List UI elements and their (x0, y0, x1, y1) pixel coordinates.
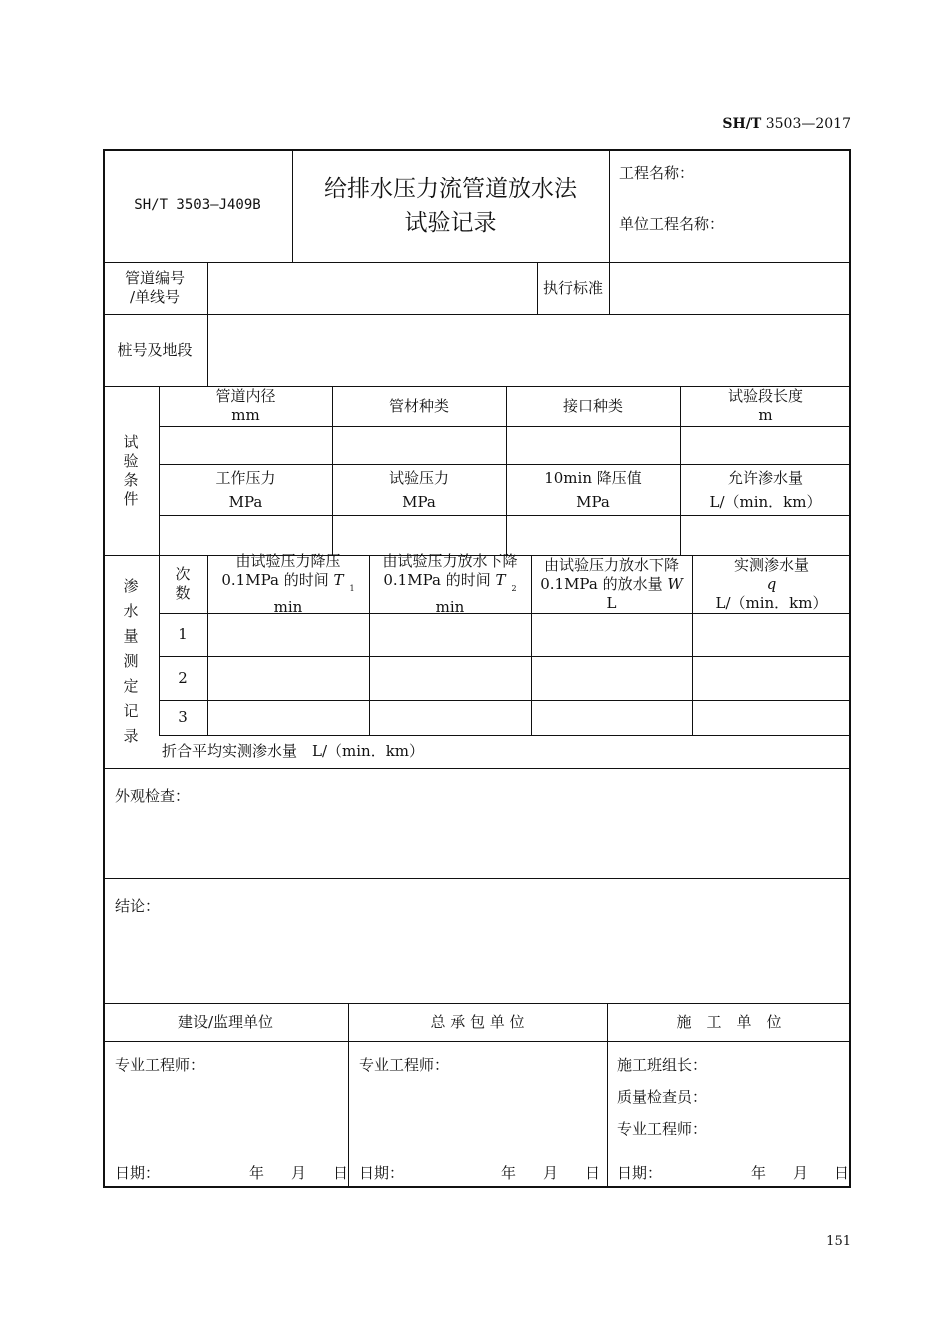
day-col1: 日 (333, 1164, 349, 1182)
page-number: 151 (826, 1234, 851, 1249)
joint-type-header: 接口种类 (562, 396, 623, 415)
date-label-col2: 日期： (359, 1164, 405, 1182)
allowed-leakage-header: 允许渗水量 L/（min．km） (709, 468, 822, 511)
month-col1: 月 (291, 1164, 307, 1182)
working-pressure-header: 工作压力 MPa (215, 468, 276, 511)
average-leakage-label: 折合平均实测渗水量 L/（min．km） (162, 742, 425, 760)
engineer-label-col3: 专业工程师： (617, 1120, 708, 1138)
project-name-label: 工程名称： (619, 164, 695, 182)
year-col3: 年 (751, 1164, 767, 1182)
pipe-material-header: 管材种类 (388, 396, 449, 415)
date-label-col3: 日期： (617, 1164, 663, 1182)
count-header: 次 数 (175, 565, 191, 602)
year-col1: 年 (249, 1164, 265, 1182)
row-number-1: 1 (178, 625, 188, 643)
day-col2: 日 (585, 1164, 601, 1182)
test-conditions-label: 试 验 条 件 (123, 432, 139, 508)
time-t1-header: 由试验压力降压 0.1MPa 的时间 T $_1$ min (221, 551, 355, 616)
measured-leakage-header: 实测渗水量 q L/（min．km） (715, 555, 828, 612)
year-col2: 年 (501, 1164, 517, 1182)
date-label-col1: 日期： (115, 1164, 161, 1182)
month-col3: 月 (793, 1164, 809, 1182)
pressure-drop-header: 10min 降压值 MPa (544, 468, 642, 511)
pipe-inner-diameter-header: 管道内径 mm (215, 387, 276, 424)
leakage-record-label: 渗 水 量 测 定 记 录 (123, 577, 139, 745)
form-title: 给排水压力流管道放水法 试验记录 (324, 175, 577, 236)
standard-label: 执行标准 (542, 278, 603, 297)
general-contractor-header: 总 承 包 单 位 (430, 1012, 525, 1031)
pipe-number-label: 管道编号 /单线号 (124, 269, 185, 306)
row-number-3: 3 (178, 708, 188, 726)
document-code: SH/T 3503—2017 (722, 116, 851, 132)
owner-supervisor-header: 建设/监理单位 (177, 1012, 274, 1031)
month-col2: 月 (543, 1164, 559, 1182)
conclusion-label: 结论： (115, 897, 161, 915)
engineer-label-col2: 专业工程师： (359, 1056, 450, 1074)
appearance-check-label: 外观检查： (115, 787, 191, 805)
test-length-header: 试验段长度 m (727, 387, 803, 424)
engineer-label-col1: 专业工程师： (115, 1056, 206, 1074)
day-col3: 日 (834, 1164, 850, 1182)
discharge-w-header: 由试验压力放水下降 0.1MPa 的放水量 W L (540, 555, 683, 612)
test-pressure-header: 试验压力 MPa (388, 468, 449, 511)
qc-inspector-label: 质量检查员： (617, 1088, 708, 1106)
construction-unit-header: 施 工 单 位 (676, 1012, 782, 1031)
station-label: 桩号及地段 (117, 340, 193, 359)
time-t2-header: 由试验压力放水下降 0.1MPa 的时间 T $_2$ min (382, 551, 518, 616)
unit-project-label: 单位工程名称： (619, 215, 725, 233)
form-code: SH/T 3503—J409B (134, 197, 261, 213)
row-number-2: 2 (178, 668, 188, 687)
team-leader-label: 施工班组长： (617, 1056, 708, 1074)
